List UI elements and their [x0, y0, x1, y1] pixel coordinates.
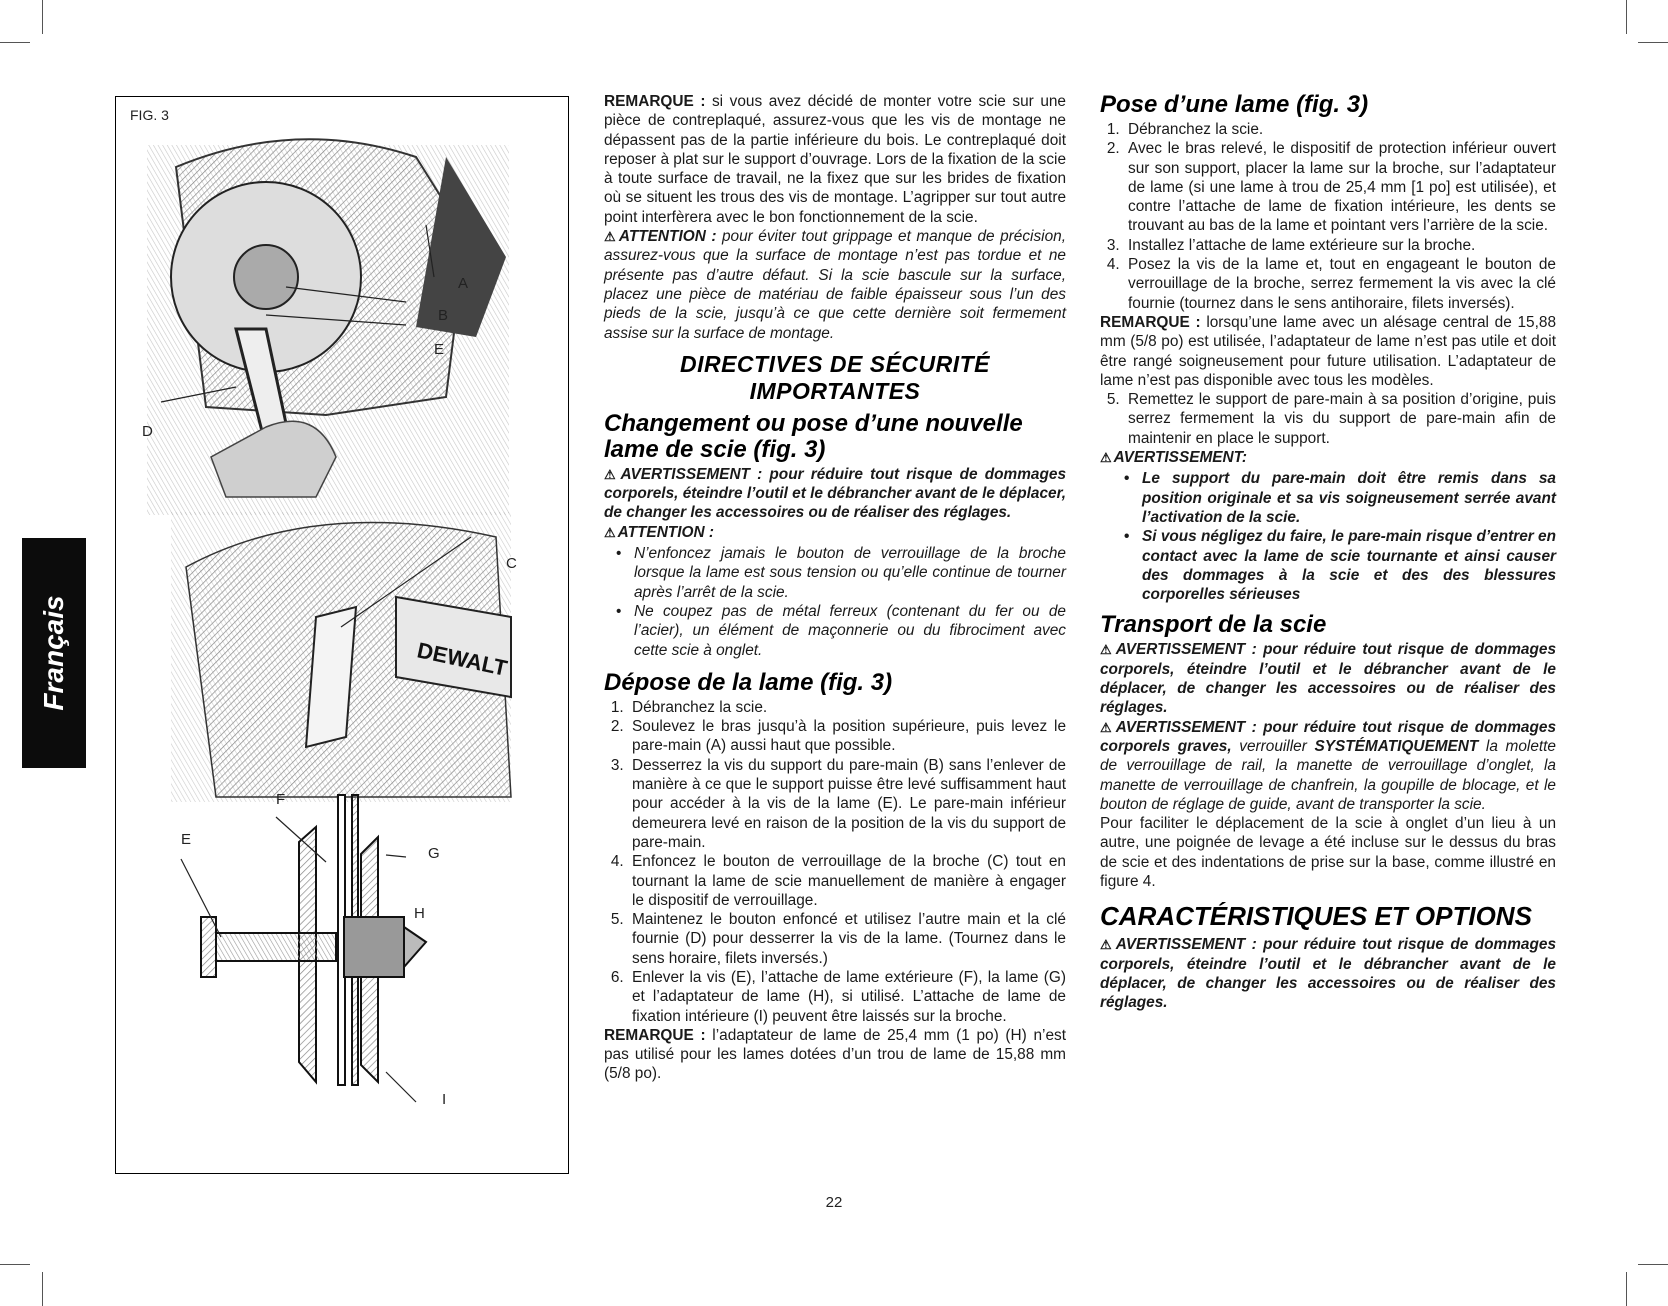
heading-transport: Transport de la scie — [1100, 611, 1327, 639]
brand-logo: DEWALT — [414, 637, 510, 681]
crop-mark — [1626, 0, 1627, 34]
crop-mark — [1638, 1264, 1668, 1265]
callout-g: G — [428, 845, 440, 862]
warning-icon: ⚠ — [604, 229, 617, 245]
list-item: • Le support du pare-main doit être remis dans sa position originale et sa vis soigneusement serrée avant l’activation de la scie. — [1142, 469, 1556, 527]
exploded-hardware-diagram — [201, 795, 426, 1085]
callout-f: F — [276, 791, 286, 808]
callout-h: H — [414, 905, 425, 922]
list-item: 4. Enfoncez le bouton de verrouillage de la broche (C) tout en tournant la lame de scie manuellement de manière à engager le dispositif de verrouillage. — [628, 852, 1066, 910]
attention-paragraph: ⚠ ATTENTION : pour éviter tout grippage et manque de précision, assurez-vous que la surface de montage n’est pas tordue et ne présente pas d’autre défaut. Si la scie bascule sur la surface, placez une pièce de matériau de faible épaisseur sous l’un des pieds de la scie, jusqu’à ce que cette dernière soit fermement assise sur la surface de montage. — [604, 228, 1066, 342]
install-steps-list — [1100, 120, 1556, 313]
warning-paragraph: ⚠ AVERTISSEMENT : pour réduire tout risque de dommages corporels, éteindre l’outil et le débrancher avant de le déplacer, de changer les accessoires ou de réaliser des réglages. — [1100, 641, 1557, 717]
list-item: • Si vous négligez du faire, le pare-main risque d’entrer en contact avec la lame de scie tournante et ainsi causer des dommages à la scie et des des blessures corporelles sérieuses — [1142, 527, 1556, 604]
blade-removal-photo — [147, 139, 509, 515]
crop-mark — [42, 0, 43, 34]
warning-paragraph: ⚠ AVERTISSEMENT : pour réduire tout risque de dommages corporels, éteindre l’outil et le débrancher avant de le déplacer, de changer les accessoires ou de réaliser des réglages. — [604, 465, 1067, 522]
transport-paragraph: Pour faciliter le déplacement de la scie à onglet d’un lieu à un autre, une poignée de levage a été incluse sur le dessus du bras de scie et des indentations de prise sur la base, comme illustré en figure 4. — [1100, 815, 1556, 890]
heading-blade-removal: Dépose de la lame (fig. 3) — [604, 668, 893, 696]
text-column-1 — [604, 92, 1066, 1084]
list-item: • N’enfoncez jamais le bouton de verrouillage de la broche lorsque la lame est sous tension ou qu’elle continue de tourner après l’arrêt de la scie. — [634, 544, 1066, 602]
warning-bullet-list — [1100, 469, 1556, 604]
heading-features: CARACTÉRISTIQUES ET OPTIONS — [1100, 901, 1532, 932]
list-item: 6. Enlever la vis (E), l’attache de lame extérieure (F), la lame (G) et l’adaptateur de lame (H), si utilisé. L’attache de lame de fixation intérieure (I) peuvent être laissés sur la broche. — [628, 968, 1066, 1026]
install-steps-list-continued — [1100, 390, 1556, 448]
remarque-paragraph: REMARQUE : l’adaptateur de lame de 25,4 mm (1 po) (H) n’est pas utilisé pour les lames dotées d’un trou de lame de 15,88 mm (5/8 po). — [604, 1026, 1066, 1083]
attention-bullet-list — [604, 544, 1066, 660]
list-item: 4. Posez la vis de la lame et, tout en engageant le bouton de verrouillage de la broche, serrez fermement la vis avec la clé fournie (tournez dans le sens antihoraire, filets inversés). — [1124, 255, 1556, 313]
language-tab — [22, 538, 86, 768]
warning-icon: ⚠ — [1100, 450, 1112, 466]
warning-icon: ⚠ — [1100, 937, 1114, 953]
warning-paragraph: ⚠ AVERTISSEMENT : pour réduire tout risque de dommages corporels, éteindre l’outil et le débrancher avant de le déplacer, de changer les accessoires ou de réaliser des réglages. — [1100, 936, 1557, 1012]
removal-steps-list — [604, 698, 1066, 1026]
list-item: 5. Maintenez le bouton enfoncé et utilisez l’autre main et la clé fournie (D) pour desserrer la vis de la lame. (Tournez dans le sens horaire, filets inversés.) — [628, 910, 1066, 968]
remarque-paragraph: REMARQUE : si vous avez décidé de monter votre scie sur une pièce de contreplaqué, assurez-vous que les vis de montage ne dépassent pas de la partie inférieure du bois. Le contreplaqué doit reposer à plat sur le support d’ouvrage. Lors de la fixation de la scie à toute surface de travail, ne la fixez que sur les brides de fixation où se situent les trous des vis de montage. L’agripper sur tout autre point interfèrera avec le bon fonctionnement de la scie. — [604, 93, 1066, 226]
list-item: • Ne coupez pas de métal ferreux (contenant du fer ou de l’acier), un élément de maçonnerie ou du fibrociment avec cette scie à onglet. — [634, 602, 1066, 660]
spindle-lock-photo — [171, 512, 511, 802]
list-item: 3. Desserrez la vis du support du pare-main (B) sans l’enlever de manière à ce que le support puisse être levé suffisamment haut pour accéder à la vis de la lame (E). Le pare-main inférieur demeurera levé en raison de la position de la vis du support de pare-main. — [628, 756, 1066, 852]
crop-mark — [42, 1272, 43, 1306]
figure-label: FIG. 3 — [130, 107, 169, 123]
callout-c: C — [506, 555, 517, 572]
section-heading-safety: DIRECTIVES DE SÉCURITÉ IMPORTANTES — [679, 350, 991, 404]
crop-mark — [1638, 42, 1668, 43]
list-item: 1. Débranchez la scie. — [1124, 120, 1556, 139]
callout-e-bottom: E — [181, 831, 192, 848]
warning-icon: ⚠ — [604, 466, 619, 482]
warning-icon: ⚠ — [604, 524, 616, 540]
list-item: 2. Soulevez le bras jusqu’à la position supérieure, puis levez le pare-main (A) aussi haut que possible. — [628, 717, 1066, 756]
figure-3 — [115, 96, 569, 1174]
callout-i: I — [442, 1091, 447, 1108]
list-item: 2. Avec le bras relevé, le dispositif de protection inférieur ouvert sur son support, placer la lame sur la broche, sur l’adaptateur de lame (si une lame à trou de 25,4 mm [1 po] est utilisée), et contre l’attache de lame de fixation intérieure, les dents se trouvant au bas de la lame et pointant vers l’arrière de la scie. — [1124, 139, 1556, 235]
remarque-paragraph: REMARQUE : lorsqu’une lame avec un alésage central de 15,88 mm (5/8 po) est utilisée, l’adaptateur de lame n’est pas utile et doit être rangé soigneusement pour future utilisation. L’adaptateur de lame n’est pas disponible avec tous les modèles. — [1100, 313, 1557, 389]
saw-illustration — [116, 97, 568, 1173]
list-item: 5. Remettez le support de pare-main à sa position d’origine, puis serrez fermement la vis du support de pare-main afin de maintenir en place le support. — [1124, 390, 1556, 448]
warning-icon: ⚠ — [1100, 719, 1114, 735]
text-column-2 — [1100, 92, 1556, 1012]
callout-a: A — [458, 275, 469, 292]
warning-icon: ⚠ — [1100, 642, 1114, 658]
list-item: 1. Débranchez la scie. — [628, 698, 1066, 717]
callout-d: D — [142, 423, 153, 440]
warning-label: ⚠ AVERTISSEMENT: — [1100, 449, 1248, 467]
list-item: 3. Installez l’attache de lame extérieure sur la broche. — [1124, 236, 1556, 255]
attention-label: ⚠ ATTENTION : — [604, 523, 714, 541]
heading-blade-install: Pose d’une lame (fig. 3) — [1100, 91, 1369, 118]
callout-b: B — [438, 307, 449, 324]
language-tab-label: Français — [38, 595, 69, 711]
heading-blade-change: Changement ou pose d’une nouvelle lame de scie (fig. 3) — [604, 409, 1023, 463]
warning-paragraph: ⚠ AVERTISSEMENT : pour réduire tout risque de dommages corporels graves, verrouiller SYSTÉMATIQUEMENT la molette de verrouillage de rail, la manette de verrouillage d’onglet, la manette de verrouillage de chanfrein, la goupille de blocage, et le bouton de réglage de guide, avant de transporter la scie. — [1100, 718, 1557, 813]
crop-mark — [0, 1264, 30, 1265]
crop-mark — [1626, 1272, 1627, 1306]
page-number: 22 — [825, 1194, 843, 1211]
crop-mark — [0, 42, 30, 43]
callout-e-top: E — [434, 341, 445, 358]
